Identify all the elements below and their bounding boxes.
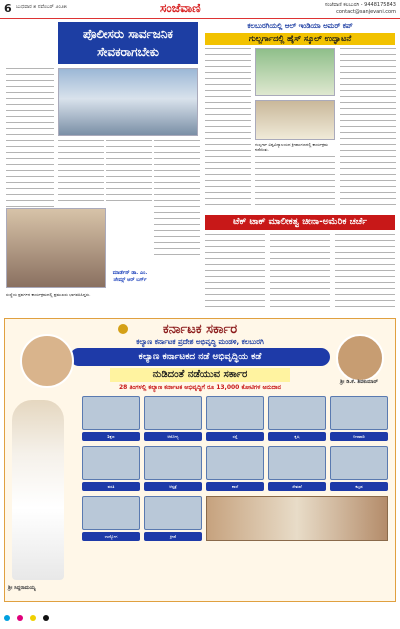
project-tile [82, 446, 140, 480]
author-credit: ಮಾರ್ಡೆನ್ ಡಾ. ಎಂ. ಜೇಮ್ಸ್ ಆರ್ ಬರ್ಗ್ [112, 270, 148, 283]
project-tile-label: ಶಿಕ್ಷಣ [82, 432, 140, 441]
project-tile [82, 496, 140, 530]
ad-subtitle: ಕಲ್ಯಾಣ ಕರ್ನಾಟಕ ಪ್ರದೇಶ ಅಭಿವೃದ್ಧಿ ಮಂಡಳಿ, ಕಲಬುರಗಿ [136, 338, 264, 346]
left-headline: ಪೊಲೀಸರು ಸಾರ್ವಜನಿಕ ಸೇವಕರಾಗಬೇಕು [58, 22, 198, 64]
right-photo-caption: ಗುಲ್ಬರ್ಗಾ ವಿಶ್ವವಿದ್ಯಾಲಯದ ಕ್ರೀಡಾಂಗಣದಲ್ಲಿ ಕಾರ್ಯಕ್ರಮ ನಡೆಯಿತು. [255, 142, 328, 152]
project-tile-label: ಶಾಲೆ [206, 482, 264, 491]
left-column-text-4 [154, 140, 200, 260]
page-number: 6 [4, 2, 12, 15]
print-registration-marks [4, 606, 396, 614]
right-kicker: ಕಲಬುರಗಿಯಲ್ಲಿ ಆಲ್ ಇಂಡಿಯಾ ಅಮರ್ ಕಪ್ [247, 22, 353, 30]
project-tile [144, 496, 202, 530]
project-tile [82, 396, 140, 430]
ad-slogan: ನುಡಿದಂತೆ ನಡೆಯುವ ಸರ್ಕಾರ [110, 368, 290, 382]
left-photo-caption: ಸಂಸ್ಥೆಯ ಪ್ರವರ್ಗದ ಕಾರ್ಯಕ್ರಮದಲ್ಲಿ ಪ್ರಮುಖರು ಭಾಗವಹಿಸಿದ್ದರು. [6, 292, 91, 297]
project-tile-label: ಆರೋಗ್ಯ [144, 432, 202, 441]
project-tile-label: ವಸತಿ [82, 482, 140, 491]
banner-text-2 [270, 234, 330, 310]
state-emblem-icon [118, 324, 128, 334]
event-photo [255, 100, 335, 140]
project-tile-label: ನೀರಾವರಿ [330, 432, 388, 441]
header-email: contact@sanjevani.com [336, 9, 396, 15]
project-tile-label: ಸೇತುವೆ [268, 482, 326, 491]
ad-band: ಕಲ್ಯಾಣ ಕರ್ನಾಟಕದ ನಡೆ ಅಭಿವೃದ್ಧಿಯ ಕಡೆ [70, 348, 330, 366]
right-column-text-2 [340, 48, 396, 208]
project-tile [206, 446, 264, 480]
project-tile [206, 396, 264, 430]
cm-figure [12, 400, 64, 580]
project-tiles-grid [82, 396, 388, 544]
masthead-logo: ಸಂಜೆವಾಣಿ [160, 1, 201, 15]
registration-dot [30, 615, 36, 621]
left-column-text-2 [58, 140, 104, 204]
right-headline: ಗುಲ್ಬರ್ಗಾದಲ್ಲಿ ಹೈಸ್ ಸ್ಕೂಲ್ ಉದ್ಘಾಟನೆ [205, 33, 395, 45]
sports-team-photo [255, 48, 335, 96]
issue-date: ಬುಧವಾರ ೫ ನವೆಂಬರ್ ೨೦೨೫ [16, 4, 67, 10]
dcm-name: ಶ್ರೀ ಡಿ.ಕೆ. ಶಿವಕುಮಾರ್ [340, 379, 378, 385]
officials-photo [6, 208, 106, 288]
registration-dot [4, 615, 10, 621]
project-tile [330, 396, 388, 430]
project-tile-label: ಆಸ್ಪತ್ರೆ [144, 482, 202, 491]
leaders-group-photo [206, 496, 388, 541]
project-tile [330, 446, 388, 480]
ad-grant-line: 28 ತಿಂಗಳಲ್ಲಿ ಕಲ್ಯಾಣ ಕರ್ನಾಟಕ ಅಭಿವೃದ್ಧಿಗೆ ರೂ 13,000 ಕೋಟಿಗಳ ಅನುದಾನ [119, 384, 281, 391]
tech-talk-banner: ಟೆಕ್ ಟಾಕ್ ಮಾಲೀಕತ್ವ ಚೀನಾ-ಅಮೆರಿಕ ಚರ್ಚೆ [205, 215, 395, 230]
project-tile [268, 396, 326, 430]
registration-dot [17, 615, 23, 621]
project-tile-label: ಕಟ್ಟಡ [330, 482, 388, 491]
leader-left-portrait [20, 334, 74, 388]
project-tile [144, 396, 202, 430]
right-column-text-1 [205, 48, 251, 208]
police-parade-photo [58, 68, 198, 136]
header-contact-line: ಸಂಜೆವಾಣಿ ಕಲಬುರಗಿ - 9448175843 [324, 2, 396, 8]
project-tile-label: ಕೃಷಿ [268, 432, 326, 441]
project-tile-label: ಕ್ರೀಡೆ [144, 532, 202, 541]
ad-title: ಕರ್ನಾಟಕ ಸರ್ಕಾರ [162, 322, 238, 337]
project-tile-label: ಉದ್ಯೋಗ [82, 532, 140, 541]
header-contact [325, 2, 396, 16]
banner-text-1 [205, 234, 265, 310]
project-tile-label: ರಸ್ತೆ [206, 432, 264, 441]
dcm-portrait [336, 334, 384, 382]
banner-text-3 [335, 234, 395, 310]
registration-dot [43, 615, 49, 621]
left-column-text-3 [106, 140, 152, 204]
cm-name: ಶ್ರೀ ಸಿದ್ದರಾಮಯ್ಯ [8, 585, 36, 591]
project-tile [144, 446, 202, 480]
project-tile [268, 446, 326, 480]
right-column-text-3 [255, 156, 335, 208]
